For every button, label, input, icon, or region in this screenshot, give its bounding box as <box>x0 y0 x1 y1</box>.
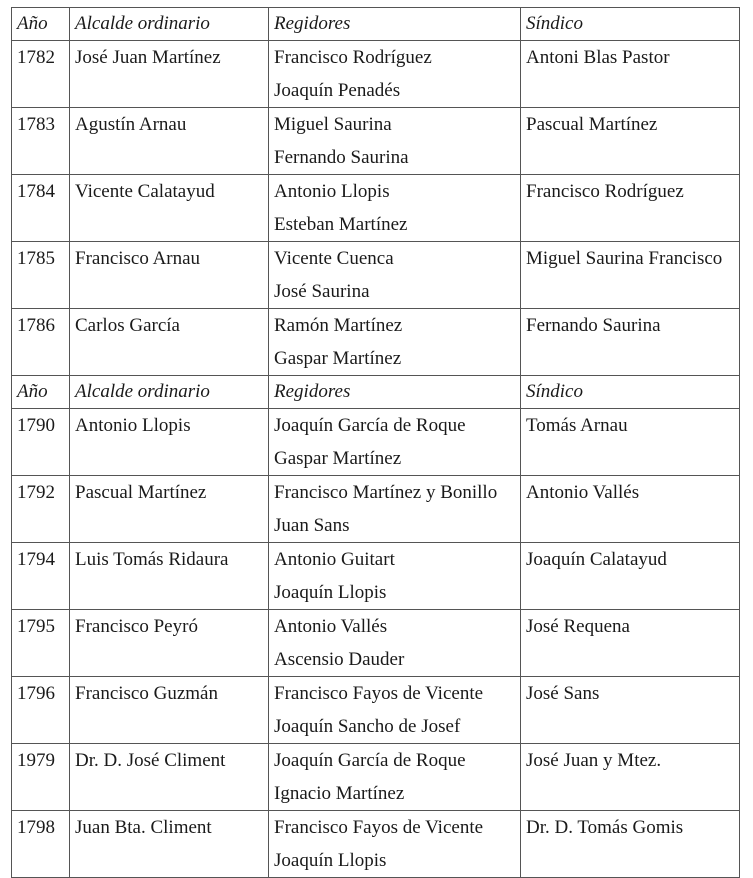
councillor-name: Esteban Martínez <box>274 214 408 235</box>
officials-table-body <box>12 8 740 878</box>
cell-year <box>12 309 70 376</box>
cell-councillors <box>269 610 521 677</box>
cell-councillors <box>269 309 521 376</box>
cell-mayor <box>70 543 269 610</box>
mayor-name: Dr. D. José Climent <box>75 750 226 771</box>
cell-mayor <box>70 409 269 476</box>
table-row <box>12 677 740 744</box>
cell-trustee <box>521 242 740 309</box>
cell-year <box>12 744 70 811</box>
councillor-name: Fernando Saurina <box>274 147 409 168</box>
trustee-name: José Juan y Mtez. <box>526 750 662 771</box>
cell-mayor <box>70 476 269 543</box>
councillor-name: Joaquín Penadés <box>274 80 401 101</box>
mayor-name: Carlos García <box>75 315 180 336</box>
trustee-name: Tomás Arnau <box>526 415 628 436</box>
trustee-name: Fernando Saurina <box>526 315 661 336</box>
year-text: 1785 <box>17 248 55 269</box>
trustee-name: Dr. D. Tomás Gomis <box>526 817 684 838</box>
table-row <box>12 543 740 610</box>
officials-table <box>11 7 740 878</box>
councillor-name: Miguel Saurina <box>274 114 392 135</box>
table-row <box>12 242 740 309</box>
cell-councillors <box>269 175 521 242</box>
councillor-name: Joaquín Llopis <box>274 582 387 603</box>
cell-trustee <box>521 108 740 175</box>
header-year: Año <box>12 376 70 409</box>
cell-trustee <box>521 610 740 677</box>
mayor-name: Antonio Llopis <box>75 415 191 436</box>
trustee-name: Antonio Vallés <box>526 482 640 503</box>
header-trustee: Síndico <box>521 376 740 409</box>
cell-mayor <box>70 744 269 811</box>
year-text: 1979 <box>17 750 55 771</box>
year-text: 1790 <box>17 415 55 436</box>
councillor-name: Joaquín García de Roque <box>274 750 466 771</box>
year-text: 1794 <box>17 549 55 570</box>
cell-year <box>12 610 70 677</box>
councillor-name: Gaspar Martínez <box>274 348 402 369</box>
councillor-name: José Saurina <box>274 281 370 302</box>
cell-mayor <box>70 811 269 878</box>
cell-year <box>12 409 70 476</box>
mayor-name: Juan Bta. Climent <box>75 817 212 838</box>
trustee-name: José Sans <box>526 683 600 704</box>
table-row <box>12 476 740 543</box>
councillor-name: Antonio Llopis <box>274 181 390 202</box>
councillor-name: Vicente Cuenca <box>274 248 394 269</box>
cell-year <box>12 677 70 744</box>
trustee-name: Antoni Blas Pastor <box>526 47 670 68</box>
cell-councillors <box>269 677 521 744</box>
councillor-name: Joaquín Llopis <box>274 850 387 871</box>
year-text: 1796 <box>17 683 55 704</box>
header-row <box>12 376 740 409</box>
header-trustee: Síndico <box>521 8 740 41</box>
trustee-name: José Requena <box>526 616 630 637</box>
cell-councillors <box>269 242 521 309</box>
year-text: 1792 <box>17 482 55 503</box>
mayor-name: Luis Tomás Ridaura <box>75 549 229 570</box>
cell-year <box>12 543 70 610</box>
mayor-name: Francisco Peyró <box>75 616 198 637</box>
mayor-name: Francisco Arnau <box>75 248 201 269</box>
table-row <box>12 309 740 376</box>
trustee-name: Joaquín Calatayud <box>526 549 667 570</box>
cell-mayor <box>70 41 269 108</box>
table-row <box>12 175 740 242</box>
councillor-name: Antonio Vallés <box>274 616 388 637</box>
cell-mayor <box>70 309 269 376</box>
table-row <box>12 744 740 811</box>
cell-trustee <box>521 175 740 242</box>
cell-councillors <box>269 41 521 108</box>
councillor-name: Francisco Fayos de Vicente <box>274 683 484 704</box>
cell-mayor <box>70 175 269 242</box>
cell-trustee <box>521 309 740 376</box>
cell-councillors <box>269 744 521 811</box>
cell-year <box>12 242 70 309</box>
councillor-name: Juan Sans <box>274 515 350 536</box>
councillor-name: Ramón Martínez <box>274 315 403 336</box>
table-row <box>12 409 740 476</box>
header-year: Año <box>12 8 70 41</box>
mayor-name: Agustín Arnau <box>75 114 187 135</box>
councillor-name: Joaquín García de Roque <box>274 415 466 436</box>
cell-trustee <box>521 476 740 543</box>
table-row <box>12 610 740 677</box>
councillor-name: Francisco Martínez y Bonillo <box>274 482 498 503</box>
cell-trustee <box>521 744 740 811</box>
trustee-name: Francisco Rodríguez <box>526 181 684 202</box>
cell-councillors <box>269 811 521 878</box>
councillor-name: Francisco Fayos de Vicente <box>274 817 484 838</box>
mayor-name: Francisco Guzmán <box>75 683 218 704</box>
table-row <box>12 41 740 108</box>
header-councillors: Regidores <box>269 376 521 409</box>
table-row <box>12 811 740 878</box>
cell-mayor <box>70 108 269 175</box>
mayor-name: Vicente Calatayud <box>75 181 215 202</box>
cell-councillors <box>269 108 521 175</box>
year-text: 1782 <box>17 47 55 68</box>
cell-mayor <box>70 610 269 677</box>
cell-year <box>12 41 70 108</box>
cell-mayor <box>70 242 269 309</box>
councillor-name: Ignacio Martínez <box>274 783 405 804</box>
cell-trustee <box>521 811 740 878</box>
cell-year <box>12 175 70 242</box>
year-text: 1784 <box>17 181 55 202</box>
header-mayor: Alcalde ordinario <box>70 376 269 409</box>
cell-trustee <box>521 41 740 108</box>
councillor-name: Gaspar Martínez <box>274 448 402 469</box>
cell-councillors <box>269 543 521 610</box>
cell-year <box>12 476 70 543</box>
header-councillors: Regidores <box>269 8 521 41</box>
cell-trustee <box>521 409 740 476</box>
trustee-name: Pascual Martínez <box>526 114 658 135</box>
header-mayor: Alcalde ordinario <box>70 8 269 41</box>
councillor-name: Joaquín Sancho de Josef <box>274 716 461 737</box>
year-text: 1786 <box>17 315 55 336</box>
year-text: 1795 <box>17 616 55 637</box>
cell-councillors <box>269 409 521 476</box>
councillor-name: Ascensio Dauder <box>274 649 405 670</box>
cell-trustee <box>521 543 740 610</box>
cell-councillors <box>269 476 521 543</box>
cell-mayor <box>70 677 269 744</box>
councillor-name: Francisco Rodríguez <box>274 47 432 68</box>
table-row <box>12 108 740 175</box>
cell-trustee <box>521 677 740 744</box>
header-row <box>12 8 740 41</box>
mayor-name: José Juan Martínez <box>75 47 221 68</box>
councillor-name: Antonio Guitart <box>274 549 395 570</box>
mayor-name: Pascual Martínez <box>75 482 207 503</box>
trustee-name: Miguel Saurina Francisco <box>526 248 723 269</box>
year-text: 1783 <box>17 114 55 135</box>
year-text: 1798 <box>17 817 55 838</box>
cell-year <box>12 108 70 175</box>
cell-year <box>12 811 70 878</box>
